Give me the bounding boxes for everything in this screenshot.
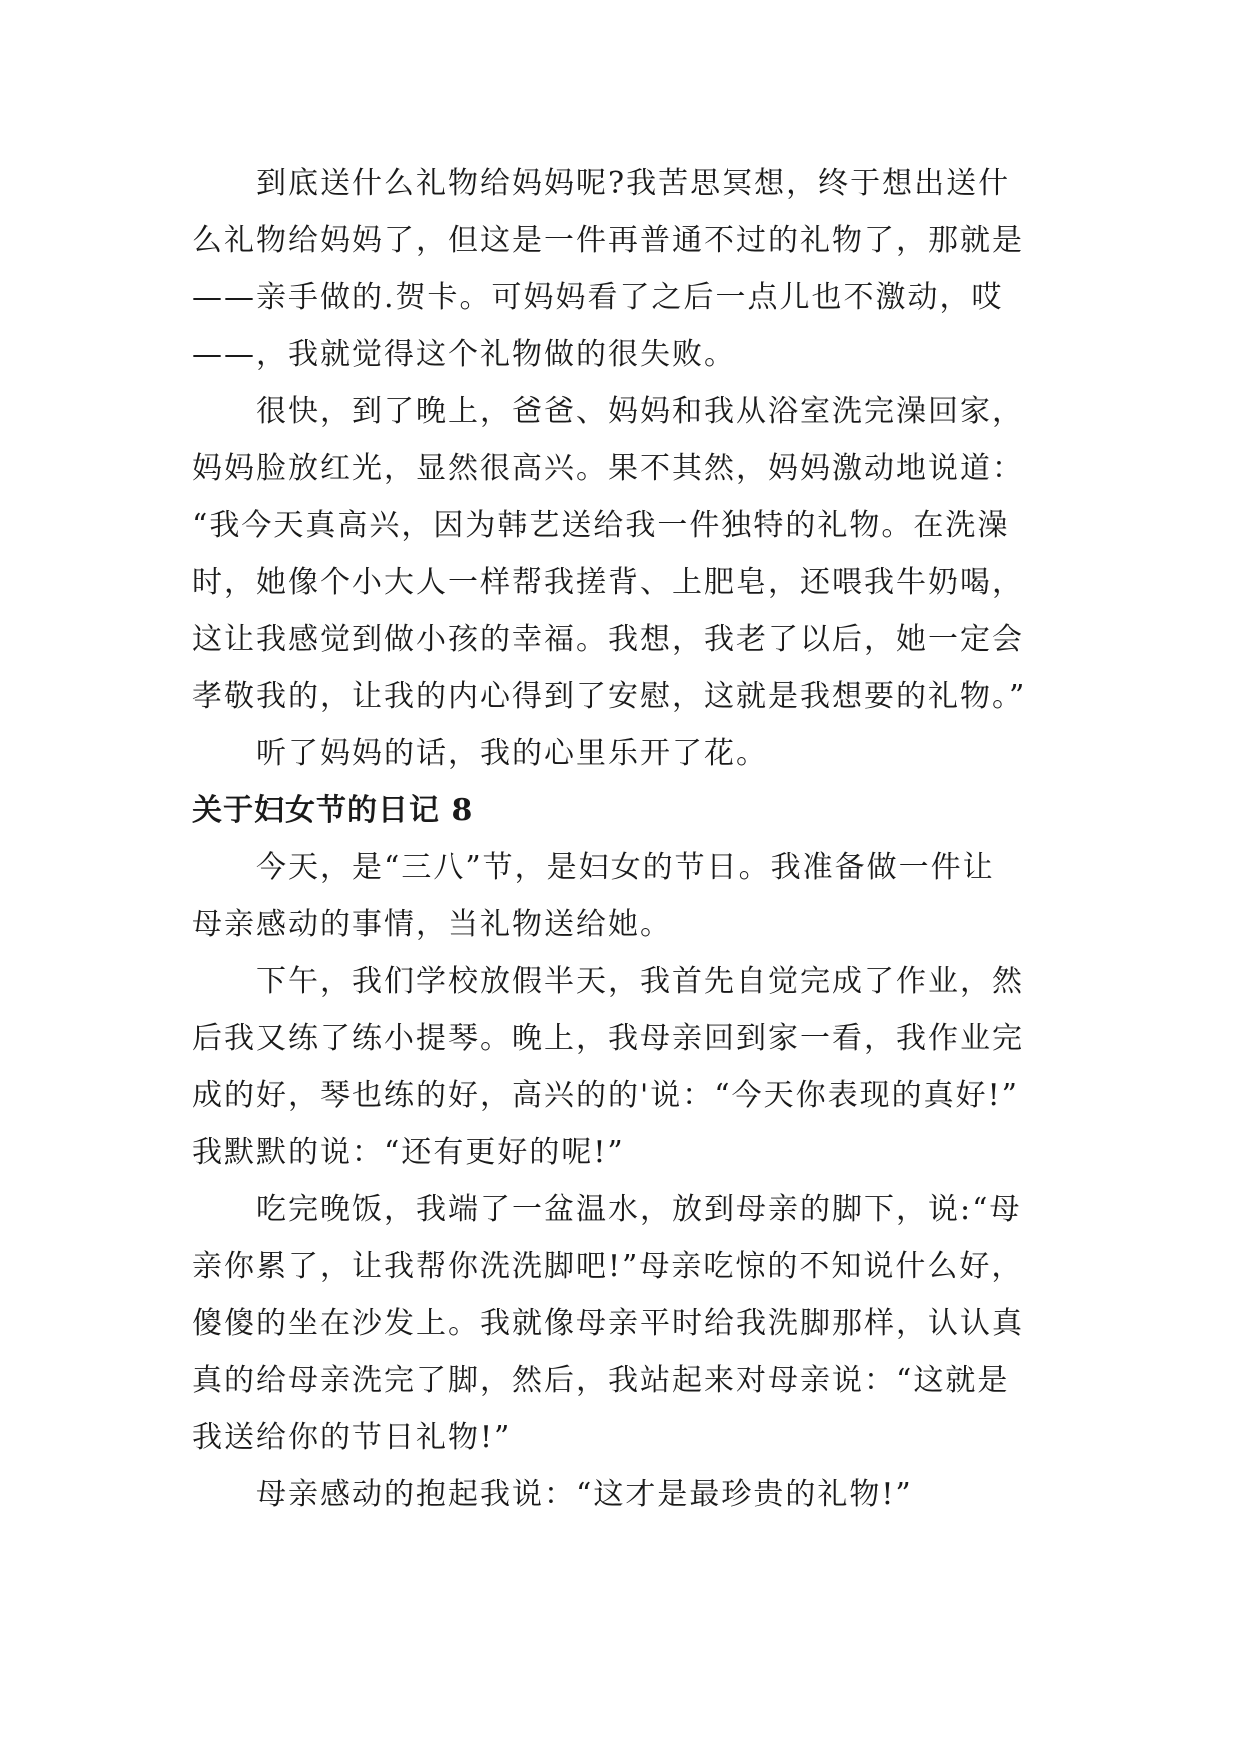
paragraph-happy — [192, 725, 1052, 782]
document-body — [192, 155, 1052, 1523]
text-line: ——，我就觉得这个礼物做的很失败。 — [192, 337, 736, 372]
paragraph-precious-gift — [192, 1466, 1052, 1523]
text-line: 很快，到了晚上，爸爸、妈妈和我从浴室洗完澡回家， — [256, 394, 1024, 429]
text-line: 我送给你的节日礼物!” — [192, 1420, 512, 1455]
paragraph-afternoon — [192, 953, 1052, 1181]
text-line: 傻傻的坐在沙发上。我就像母亲平时给我洗脚那样，认认真 — [192, 1306, 1024, 1341]
text-line: 我默默的说：“还有更好的呢!” — [192, 1135, 625, 1170]
text-line: 听了妈妈的话，我的心里乐开了花。 — [256, 736, 768, 771]
paragraph-wash-feet — [192, 1181, 1052, 1466]
text-line: 亲你累了，让我帮你洗洗脚吧!”母亲吃惊的不知说什么好， — [192, 1249, 1024, 1284]
text-line: 母亲感动的事情，当礼物送给她。 — [192, 907, 672, 942]
text-line: 吃完晚饭，我端了一盆温水，放到母亲的脚下，说:“母 — [256, 1192, 1022, 1227]
text-line: 时，她像个小大人一样帮我搓背、上肥皂，还喂我牛奶喝， — [192, 565, 1024, 600]
text-line: 这让我感觉到做小孩的幸福。我想，我老了以后，她一定会 — [192, 622, 1024, 657]
text-line: 到底送什么礼物给妈妈呢?我苦思冥想，终于想出送什 — [256, 166, 1011, 201]
text-line: 孝敬我的，让我的内心得到了安慰，这就是我想要的礼物。” — [192, 679, 1027, 714]
text-line: 成的好，琴也练的好，高兴的的'说：“今天你表现的真好!” — [192, 1078, 1019, 1113]
text-line: 母亲感动的抱起我说：“这才是最珍贵的礼物!” — [256, 1477, 913, 1512]
text-line: 真的给母亲洗完了脚，然后，我站起来对母亲说：“这就是 — [192, 1363, 1010, 1398]
paragraph-gift-card — [192, 155, 1052, 383]
paragraph-evening — [192, 383, 1052, 725]
section-heading: 关于妇女节的日记 8 — [192, 793, 474, 828]
text-line: “我今天真高兴，因为韩艺送给我一件独特的礼物。在洗澡 — [192, 508, 1010, 543]
text-line: 么礼物给妈妈了，但这是一件再普通不过的礼物了，那就是 — [192, 223, 1024, 258]
text-line: 下午，我们学校放假半天，我首先自觉完成了作业，然 — [256, 964, 1024, 999]
text-line: ——亲手做的.贺卡。可妈妈看了之后一点儿也不激动，哎 — [192, 280, 1004, 315]
text-line: 妈妈脸放红光，显然很高兴。果不其然，妈妈激动地说道： — [192, 451, 1024, 486]
paragraph-womens-day — [192, 839, 1052, 953]
text-line: 后我又练了练小提琴。晚上，我母亲回到家一看，我作业完 — [192, 1021, 1024, 1056]
text-line: 今天，是“三八”节，是妇女的节日。我准备做一件让 — [256, 850, 995, 885]
